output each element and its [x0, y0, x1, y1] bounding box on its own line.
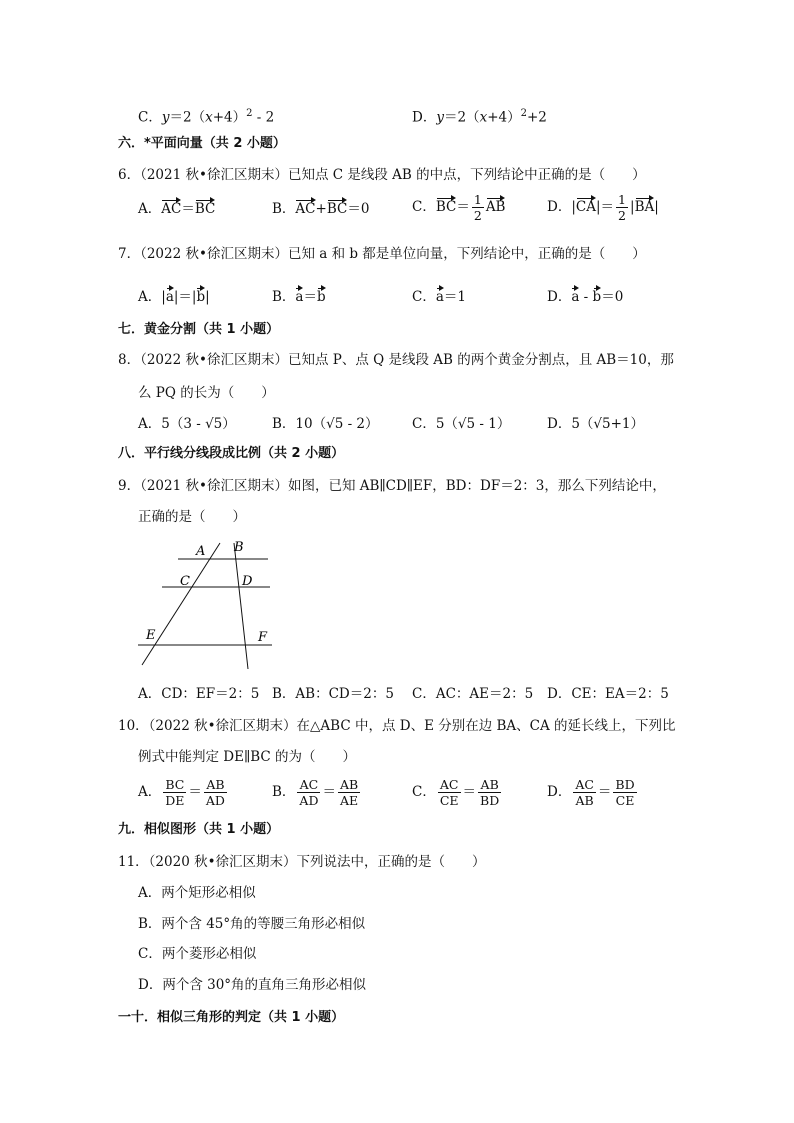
section-heading: 七．黄金分割（共 1 小题）: [118, 322, 280, 337]
question-8-stem-line2: 么 PQ 的长为（ ）: [138, 385, 275, 401]
label-b: B: [234, 540, 244, 555]
question-9-option-a: A．CD：EF＝2：5: [138, 686, 260, 702]
label-f: F: [258, 630, 268, 645]
question-6-stem: 6．（2021 秋•徐汇区期末）已知点 C 是线段 AB 的中点，下列结论中正确的是（ ）: [118, 167, 646, 183]
question-11-option-c: C．两个菱形必相似: [138, 946, 257, 962]
question-6-option-c: C．BC＝ $\frac{1}{2}$ AB: [412, 192, 506, 223]
question-10-option-d: D． $\frac{AC}{AB}$ ＝ $\frac{BD}{CE}$: [547, 777, 635, 808]
question-7-stem: 7．（2022 秋•徐汇区期末）已知 a 和 b 都是单位向量，下列结论中，正确的是（ ）: [118, 246, 646, 262]
question-9-stem-line2: 正确的是（ ）: [138, 509, 246, 525]
question-8-option-a: A．5（3 - √5）: [138, 416, 236, 432]
label-d: D: [242, 574, 253, 589]
label-e: E: [146, 628, 156, 643]
question-6-option-a: A．AC＝BC: [138, 196, 215, 219]
question-11-option-a: A．两个矩形必相似: [138, 885, 256, 901]
question-10-stem-line2: 例式中能判定 DE∥BC 的为（ ）: [138, 749, 356, 765]
question-11-option-b: B．两个含 45°角的等腰三角形必相似: [138, 916, 366, 932]
section-heading: 一十．相似三角形的判定（共 1 小题）: [118, 1010, 345, 1025]
label-a: A: [196, 544, 206, 559]
question-10-option-a: A． $\frac{BC}{DE}$ ＝ $\frac{AB}{AD}$: [138, 777, 225, 808]
question-9-option-d: D．CE：EA＝2：5: [547, 686, 669, 702]
parallel-lines-figure: [130, 535, 280, 675]
section-heading: 六．*平面向量（共 2 小题）: [118, 136, 286, 151]
question-7-option-d: D．a - b＝0: [547, 284, 623, 307]
question-8-option-b: B．10（√5 - 2）: [272, 416, 379, 432]
question-10-option-b: B． $\frac{AC}{AD}$ ＝ $\frac{AB}{AE}$: [272, 777, 359, 808]
section-heading: 八．平行线分线段成比例（共 2 小题）: [118, 446, 345, 461]
question-7-option-b: B．a＝b: [272, 284, 326, 307]
question-8-stem-line1: 8．（2022 秋•徐汇区期末）已知点 P、点 Q 是线段 AB 的两个黄金分割点，且 AB＝10，那: [118, 352, 674, 368]
question-9-stem-line1: 9．（2021 秋•徐汇区期末）如图，已知 AB∥CD∥EF，BD：DF＝2：3，那么下列结论中，: [118, 478, 666, 494]
question-7-option-c: C．a＝1: [412, 284, 466, 307]
option-d: D．$y=2(x+4)^2+2$: [412, 108, 547, 126]
option-c: C．$y=2(x+4)^2 - 2$: [138, 108, 275, 126]
section-heading: 九．相似图形（共 1 小题）: [118, 822, 280, 837]
question-11-option-d: D．两个含 30°角的直角三角形必相似: [138, 977, 367, 993]
label-c: C: [180, 574, 190, 589]
transversal-bf: [234, 543, 248, 669]
question-11-stem: 11．（2020 秋•徐汇区期末）下列说法中，正确的是（ ）: [118, 854, 486, 870]
question-6-option-b: B．AC+BC＝0: [272, 196, 369, 219]
question-7-option-a: A．|a|＝|b|: [138, 284, 210, 307]
question-9-option-b: B．AB：CD＝2：5: [272, 686, 394, 702]
question-8-option-c: C．5（√5 - 1）: [412, 416, 511, 432]
question-10-stem-line1: 10．（2022 秋•徐汇区期末）在△ABC 中，点 D、E 分别在边 BA、CA 的延长线上，下列比: [118, 718, 676, 734]
question-10-option-c: C． $\frac{AC}{CE}$ ＝ $\frac{AB}{BD}$: [412, 777, 500, 808]
question-8-option-d: D．5（√5+1）: [547, 416, 645, 432]
transversal-ae: [142, 543, 220, 665]
question-6-option-d: D．|CA|＝ $\frac{1}{2}$ |BA|: [547, 192, 659, 223]
question-9-option-c: C．AC：AE＝2：5: [412, 686, 534, 702]
